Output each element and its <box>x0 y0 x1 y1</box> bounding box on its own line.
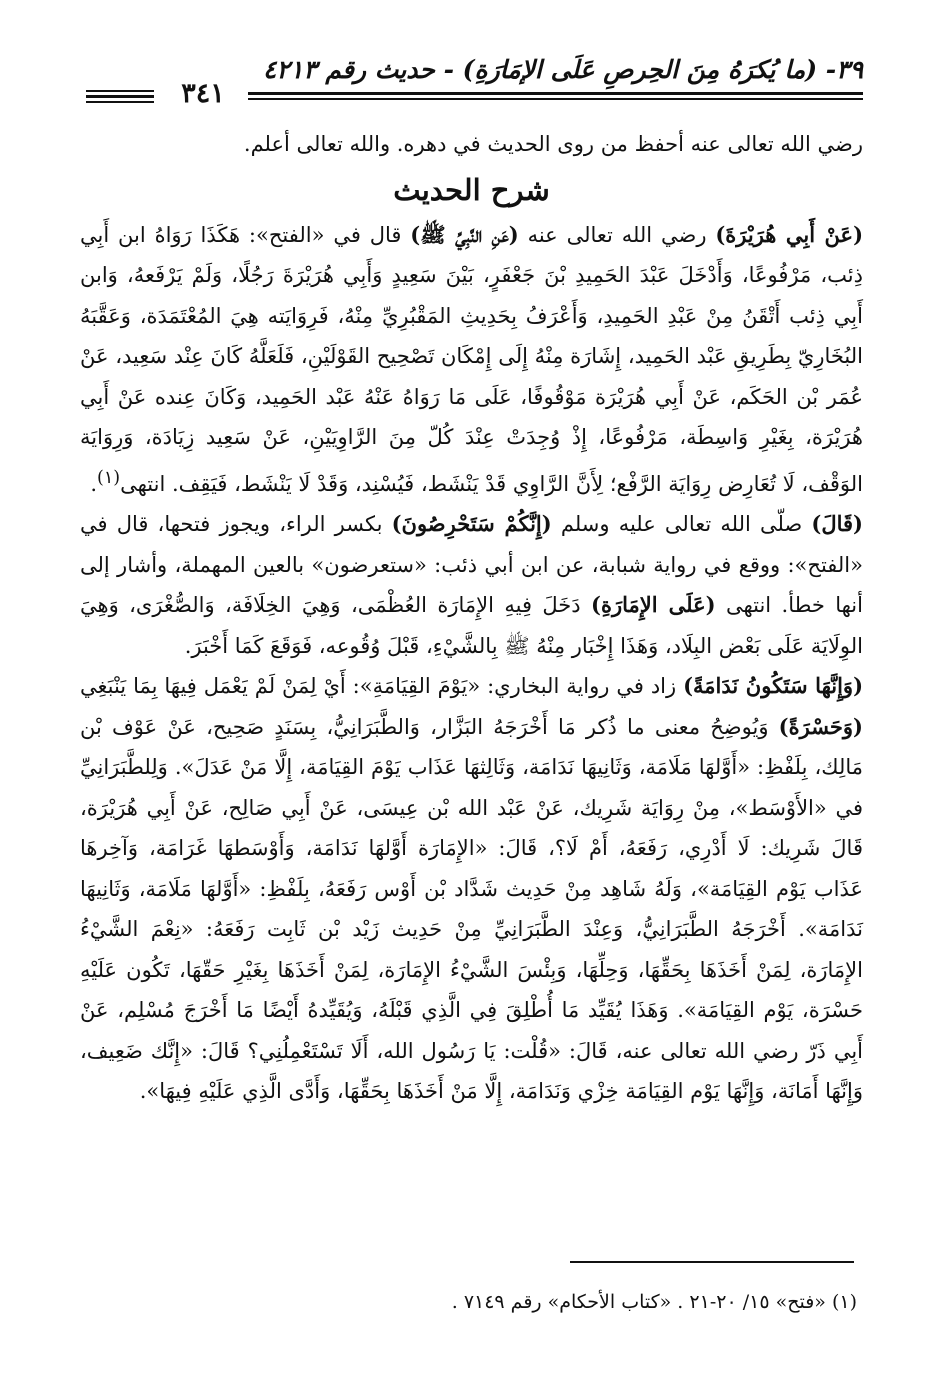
running-title: ٣٩- (ما يُكرَهُ مِنَ الحِرصِ عَلَى الإمَارَةِ) - حديث رقم ٤٢١٣ <box>263 55 863 84</box>
hadith-phrase: (إِنَّكُمْ سَتَحْرِصُونَ) <box>391 511 552 536</box>
main-text <box>80 124 863 1112</box>
header-rule-top <box>248 92 863 95</box>
hadith-phrase: (عَنِ النَّبِيِّ ﷺ) <box>410 221 519 247</box>
paragraph-3 <box>80 666 863 1112</box>
page-number-rule <box>86 95 154 98</box>
page-number: ٣٤١ <box>181 78 225 109</box>
commentary-text: دَخَلَ فِيهِ الإِمَارَة العُظْمَى، وَهِيَ الخِلَافَة، وَالصُّغْرَى، وَهِيَ الوِلَايَة عَلَى بَعْض البِلَاد، وَهَذَا إِخْبَار مِنْهُ ﷺ بِالشَّيْءِ، قَبْلَ وُقُوعه، فَوَقَعَ كَمَا أَخْبَرَ. <box>80 593 863 658</box>
text-segment: صلّى الله تعالى عليه وسلم <box>551 512 812 536</box>
footnote-marker: (١) <box>97 467 121 488</box>
header-rule-bottom <box>248 98 863 100</box>
text-segment: . <box>90 471 98 496</box>
commentary-text: وَيُوضِحُ معنى ما ذُكر مَا أَخْرَجَهُ البَزَّار، وَالطَّبَرَانِيُّ، بِسَنَدٍ صَحِيح، عَنْ عَوْف بْن مَالِك، بِلَفْظِ: «أَوَّلهَا مَلَامَة، وَثَانِيهَا نَدَامَة، وَثَالِثهَا عَذَاب يَوْمَ القِيَامَة، إِلَّا مَنْ عَدَلَ». وَلِلطَّبَرَانِيِّ في «الأَوْسَط»، مِنْ رِوَايَة شَرِيك، عَنْ عَبْد الله بْن عِيسَى، عَنْ أَبِي صَالِح، عَنْ أَبِي هُرَيْرَة، قَالَ شَرِيك: لَا أَدْرِي، رَفَعَهُ، أَمْ لَا؟، قَالَ: «الإِمَارَة أَوَّلهَا نَدَامَة، وَأَوْسَطهَا غَرَامَة، وَآخِرهَا عَذَاب يَوْم القِيَامَة»، وَلَهُ شَاهِد مِنْ حَدِيث شَدَّاد بْن أَوْس رَفَعَهُ، بِلَفْظِ: «أَوَّلهَا مَلَامَة، وَثَانِيهَا نَدَامَة». أَخْرَجَهُ الطَّبَرَانِيُّ، وَعِنْدَ الطَّبَرَانِيِّ مِنْ حَدِيث زَيْد بْن ثَابِت رَفَعَهُ: «نِعْمَ الشَّيْءُ الإِمَارَة، لِمَنْ أَخَذَهَا بِحَقِّهَا، وَحِلِّهَا، وَبِئْسَ الشَّيْءُ الإِمَارَة، لِمَنْ أَخَذَهَا بِغَيْرِ حَقّهَا، تَكُون عَلَيْهِ حَسْرَة، يَوْم القِيَامَة». وَهَذَا يُقَيِّد مَا أُطْلِقَ فِي الَّذِي قَبْلَهُ، وَيُقَيِّدهُ أَيْضًا مَا أَخْرَجَ مُسْلِم، عَنْ أَبِي ذَرّ رضي الله تعالى عنه، قَالَ: «قُلْت: يَا رَسُول الله، أَلَا تَسْتَعْمِلُنِي؟ قَالَ: «إِنَّك ضَعِيف، وَإِنَّهَا أَمَانَة، وَإِنَّهَا يَوْم القِيَامَة خِزْي وَنَدَامَة، إِلَّا مَنْ أَخَذَهَا بِحَقِّهَا، وَأَدَّى الَّذِي عَلَيْهِ فِيهَا». <box>80 714 863 1103</box>
section-heading: شرح الحديث <box>393 172 550 207</box>
text-segment: زاد في رواية البخاري: «يَوْمَ القِيَامَةِ»: أَيْ لِمَنْ لَمْ يَعْمَل فِيهَا بِمَا يَنْبَغِي <box>80 674 684 698</box>
paragraph-2 <box>80 504 863 666</box>
footnote: (١) «فتح» ١٥/ ٢٠-٢١ . «كتاب الأحكام» رقم ٧١٤٩ . <box>451 1291 857 1313</box>
hadith-phrase: (وَإِنَّهَا سَتَكُونُ نَدَامَةً) <box>683 673 864 698</box>
text-segment: رضي الله تعالى عنه <box>518 222 716 247</box>
hadith-phrase: (قَالَ) <box>811 511 863 536</box>
hadith-phrase: (عَلَى الإِمَارَةِ) <box>591 592 716 617</box>
opening-line: رضي الله تعالى عنه أحفظ من روى الحديث في دهره. والله تعالى أعلم. <box>243 132 863 156</box>
page-number-rule <box>86 90 154 92</box>
paragraph-1 <box>80 215 863 505</box>
hadith-phrase: (وَحَسْرَةً) <box>778 713 863 739</box>
page-number-rule <box>86 101 154 103</box>
hadith-narrator: (عَنْ أَبِي هُرَيْرَةَ) <box>715 221 864 247</box>
commentary-text: قال في «الفتح»: هَكَذَا رَوَاهُ ابن أَبِي ذِئب، مَرْفُوعًا، وَأَدْخَلَ عَبْدَ الحَمِيدِ بْنَ جَعْفَرٍ، بَيْنَ سَعِيدٍ وَأَبِي هُرَيْرَةَ رَجُلًا، وَلَمْ يَرْفَعهُ، وَابن أَبِي ذِئب أَتْقَنُ مِنْ عَبْدِ الحَمِيدِ، وَأَعْرَفُ بِحَدِيثِ المَقْبُرِيِّ مِنْهُ، فَرِوَايَته هِيَ المُعْتَمَدَة، وَعَقَّبَهُ البُخَارِيّ بِطَرِيقِ عَبْد الحَمِيد، إِشَارَة مِنْهُ إِلَى إِمْكَان تَصْحِيح القَوْلَيْنِ، فَلَعَلَّهُ كَانَ عِنْد سَعِيد، عَنْ عُمَر بْن الحَكَم، عَنْ أَبِي هُرَيْرَة مَوْقُوفًا، عَلَى مَا رَوَاهُ عَنْهُ عَبْد الحَمِيد، وَكَانَ عِنده عَنْ أَبِي هُرَيْرَة، بِغَيْرِ وَاسِطَة، مَرْفُوعًا، إِذْ وُجِدَتْ عِنْدَ كُلّ مِنَ الرَّاوِيَيْنِ، عَنْ سَعِيد زِيَادَة، وَرِوَايَة الوَقْف، لَا تُعَارِض رِوَايَة الرَّفْع؛ لِأَنَّ الرَّاوِي قَدْ يَنْشَط، فَيُسْنِد، وَقَدْ لَا يَنْشَط، فَيَقِف. انتهى <box>80 222 863 496</box>
commentary-text: بكسر الراء، ويجوز فتحها، قال في «الفتح»: ووقع في رواية شبابة، عن ابن أبي ذئب: «ستعرضون» بالعين المهملة، وأشار إلى أنها خطأ. انتهى <box>80 512 863 617</box>
footnote-separator <box>570 1261 854 1263</box>
